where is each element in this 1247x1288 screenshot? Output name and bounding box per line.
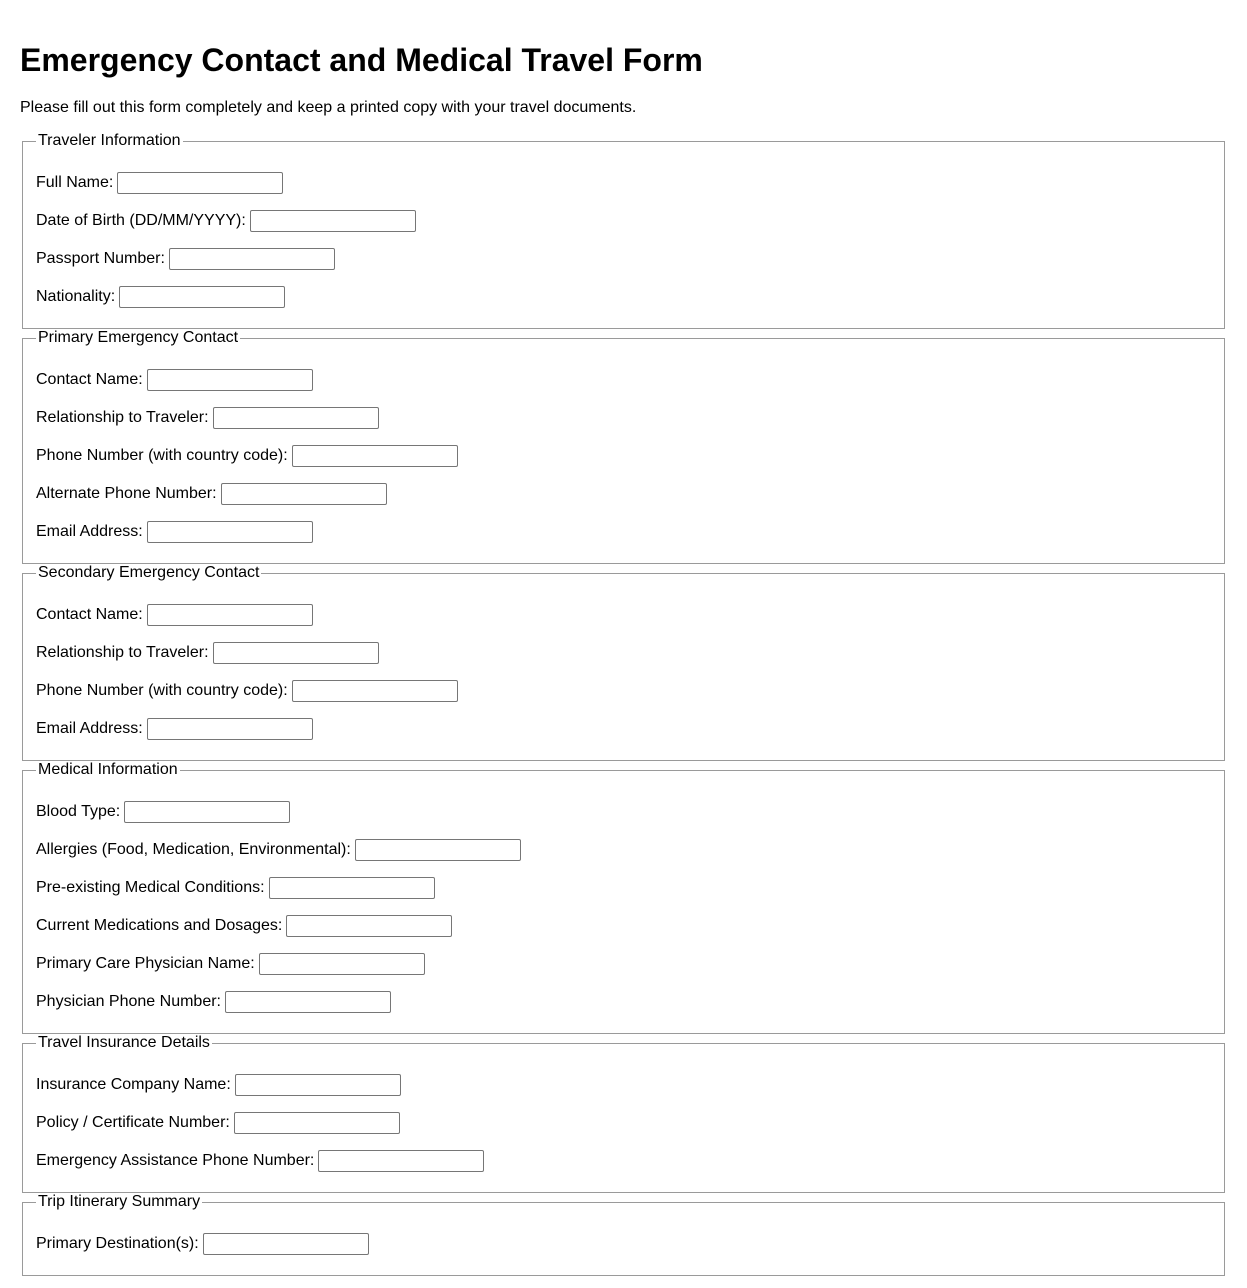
section-primary-emergency-contact bbox=[22, 329, 1225, 564]
field-primary-phone bbox=[36, 437, 1211, 475]
field-secondary-email bbox=[36, 710, 1211, 748]
field-medical-conditions bbox=[36, 869, 1211, 907]
section-legend: Traveler Information bbox=[38, 132, 181, 149]
insurance-company-input[interactable] bbox=[235, 1074, 401, 1096]
field-label: Passport Number: bbox=[36, 250, 165, 267]
field-label: Phone Number (with country code): bbox=[36, 682, 288, 699]
field-physician-phone bbox=[36, 983, 1211, 1021]
primary-alternate-phone-input[interactable] bbox=[221, 483, 387, 505]
primary-destinations-input[interactable] bbox=[203, 1233, 369, 1255]
medications-input[interactable] bbox=[286, 915, 452, 937]
primary-phone-input[interactable] bbox=[292, 445, 458, 467]
section-legend: Travel Insurance Details bbox=[38, 1034, 210, 1051]
field-label: Insurance Company Name: bbox=[36, 1076, 231, 1093]
section-trip-itinerary bbox=[22, 1193, 1225, 1276]
primary-contact-name-input[interactable] bbox=[147, 369, 313, 391]
field-label: Alternate Phone Number: bbox=[36, 485, 217, 502]
field-policy-number bbox=[36, 1104, 1211, 1142]
section-legend: Secondary Emergency Contact bbox=[38, 564, 260, 581]
field-primary-relationship bbox=[36, 399, 1211, 437]
field-date-of-birth bbox=[36, 202, 1211, 240]
field-secondary-contact-name bbox=[36, 596, 1211, 634]
secondary-phone-input[interactable] bbox=[292, 680, 458, 702]
section-legend: Trip Itinerary Summary bbox=[38, 1193, 201, 1210]
travel-form bbox=[20, 132, 1227, 1276]
section-legend: Primary Emergency Contact bbox=[38, 329, 239, 346]
allergies-input[interactable] bbox=[355, 839, 521, 861]
physician-name-input[interactable] bbox=[259, 953, 425, 975]
field-label: Physician Phone Number: bbox=[36, 993, 221, 1010]
field-full-name bbox=[36, 164, 1211, 202]
full-name-input[interactable] bbox=[117, 172, 283, 194]
field-label: Email Address: bbox=[36, 720, 143, 737]
section-legend: Medical Information bbox=[38, 761, 178, 778]
physician-phone-input[interactable] bbox=[225, 991, 391, 1013]
field-insurance-company bbox=[36, 1066, 1211, 1104]
field-label: Current Medications and Dosages: bbox=[36, 917, 283, 934]
nationality-input[interactable] bbox=[119, 286, 285, 308]
field-label: Contact Name: bbox=[36, 371, 143, 388]
primary-email-input[interactable] bbox=[147, 521, 313, 543]
field-label: Full Name: bbox=[36, 174, 114, 191]
secondary-email-input[interactable] bbox=[147, 718, 313, 740]
assistance-phone-input[interactable] bbox=[318, 1150, 484, 1172]
field-label: Blood Type: bbox=[36, 803, 121, 820]
field-label: Allergies (Food, Medication, Environmental): bbox=[36, 841, 351, 858]
field-allergies bbox=[36, 831, 1211, 869]
field-primary-destinations bbox=[36, 1225, 1211, 1263]
section-travel-insurance bbox=[22, 1034, 1225, 1193]
form-instructions: Please fill out this form completely and keep a printed copy with your travel documents. bbox=[20, 99, 637, 116]
field-nationality bbox=[36, 278, 1211, 316]
field-label: Email Address: bbox=[36, 523, 143, 540]
field-label: Relationship to Traveler: bbox=[36, 409, 209, 426]
section-medical-information bbox=[22, 761, 1225, 1034]
field-label: Emergency Assistance Phone Number: bbox=[36, 1152, 315, 1169]
field-assistance-phone bbox=[36, 1142, 1211, 1180]
field-label: Primary Care Physician Name: bbox=[36, 955, 255, 972]
field-medications bbox=[36, 907, 1211, 945]
field-label: Relationship to Traveler: bbox=[36, 644, 209, 661]
field-physician-name bbox=[36, 945, 1211, 983]
field-passport-number bbox=[36, 240, 1211, 278]
blood-type-input[interactable] bbox=[124, 801, 290, 823]
field-primary-contact-name bbox=[36, 361, 1211, 399]
primary-relationship-input[interactable] bbox=[213, 407, 379, 429]
field-label: Date of Birth (DD/MM/YYYY): bbox=[36, 212, 246, 229]
field-primary-alternate-phone bbox=[36, 475, 1211, 513]
secondary-relationship-input[interactable] bbox=[213, 642, 379, 664]
field-label: Contact Name: bbox=[36, 606, 143, 623]
page-title: Emergency Contact and Medical Travel Form bbox=[20, 42, 703, 78]
policy-number-input[interactable] bbox=[234, 1112, 400, 1134]
field-label: Pre-existing Medical Conditions: bbox=[36, 879, 265, 896]
medical-conditions-input[interactable] bbox=[269, 877, 435, 899]
passport-number-input[interactable] bbox=[169, 248, 335, 270]
field-blood-type bbox=[36, 793, 1211, 831]
field-label: Phone Number (with country code): bbox=[36, 447, 288, 464]
section-secondary-emergency-contact bbox=[22, 564, 1225, 761]
secondary-contact-name-input[interactable] bbox=[147, 604, 313, 626]
date-of-birth-input[interactable] bbox=[250, 210, 416, 232]
section-traveler-information bbox=[22, 132, 1225, 329]
field-label: Policy / Certificate Number: bbox=[36, 1114, 230, 1131]
field-label: Primary Destination(s): bbox=[36, 1235, 199, 1252]
field-label: Nationality: bbox=[36, 288, 116, 305]
field-secondary-phone bbox=[36, 672, 1211, 710]
field-primary-email bbox=[36, 513, 1211, 551]
field-secondary-relationship bbox=[36, 634, 1211, 672]
